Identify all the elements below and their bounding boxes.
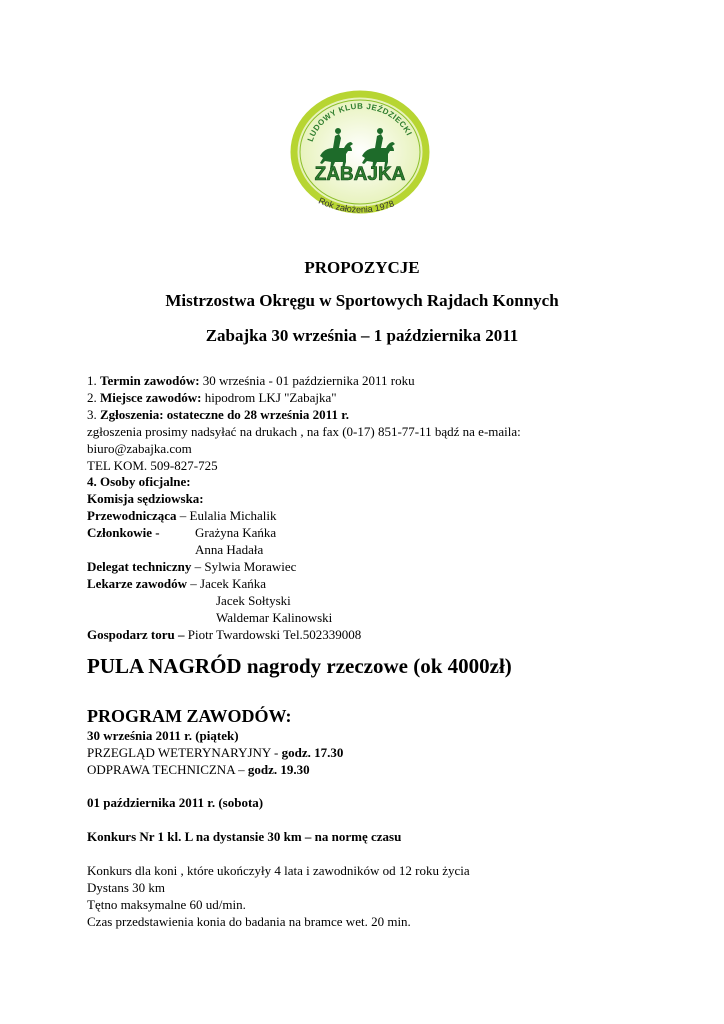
veterinarian-3: Waldemar Kalinowski <box>216 609 333 625</box>
logo-arc-text: LUDOWY KLUB JEŹDZIECKI <box>305 101 414 143</box>
entries-email[interactable]: biuro@zabajka.com <box>87 440 192 456</box>
document-title: PROPOZYCJE <box>304 258 420 277</box>
contest-eligibility: Konkurs dla koni , które ukończyły 4 lata i zawodników od 12 roku życia <box>87 863 470 878</box>
vet-check: PRZEGLĄD WETERYNARYJNY - godz. 17.30 <box>87 745 344 760</box>
veterinarian-2: Jacek Sołtyski <box>216 592 291 608</box>
logo-ring <box>294 94 426 210</box>
entries-note: zgłoszenia prosimy nadsyłać na drukach , na fax (0-17) 851-77-11 bądź na e-maila: <box>87 423 521 439</box>
contest-heading: Konkurs Nr 1 kl. L na dystansie 30 km – na normę czasu <box>87 829 402 844</box>
program-day-2: 01 października 2011 r. (sobota) <box>87 795 264 810</box>
contest-pulse: Tętno maksymalne 60 ud/min. <box>87 897 246 912</box>
course-host: Gospodarz toru – Piotr Twardowski Tel.502339008 <box>87 626 362 642</box>
details-section <box>87 373 647 644</box>
document-subtitle: Mistrzostwa Okręgu w Sportowych Rajdach Konnych <box>165 291 559 310</box>
jury-heading: Komisja sędziowska: <box>87 491 204 507</box>
club-logo <box>280 84 440 232</box>
jury-members: Członkowie - Grażyna Kańka <box>87 525 277 541</box>
contest-distance: Dystans 30 km <box>87 880 165 895</box>
contest-vet-time: Czas przedstawienia konia do badania na bramce wet. 20 min. <box>87 914 411 929</box>
program-title: PROGRAM ZAWODÓW: <box>87 706 292 726</box>
entries-phone: TEL KOM. 509-827-725 <box>87 457 218 473</box>
technical-briefing: ODPRAWA TECHNICZNA – godz. 19.30 <box>87 762 310 777</box>
item-entries: 3. Zgłoszenia: ostateczne do 28 września 2011 r. <box>87 406 350 422</box>
item-officials: 4. Osoby oficjalne: <box>87 474 191 490</box>
item-location: 2. Miejsce zawodów: hipodrom LKJ "Zabajka" <box>87 389 337 405</box>
jury-member-2: Anna Hadała <box>195 542 264 558</box>
program-day-1: 30 września 2011 r. (piątek) <box>87 728 239 743</box>
program-section <box>87 705 647 930</box>
prize-pool: PULA NAGRÓD nagrody rzeczowe (ok 4000zł) <box>87 654 512 678</box>
document-date-line: Zabajka 30 września – 1 października 2011 <box>205 326 519 345</box>
item-date: 1. Termin zawodów: 30 września - 01 października 2011 roku <box>87 373 415 388</box>
jury-chair: Przewodnicząca – Eulalia Michalik <box>87 508 277 524</box>
logo-name: ZABAJKA <box>314 164 406 185</box>
logo-founded: Rok założenia 1978 <box>317 195 396 215</box>
veterinarians: Lekarze zawodów – Jacek Kańka <box>87 575 267 591</box>
technical-delegate: Delegat techniczny – Sylwia Morawiec <box>87 558 297 574</box>
